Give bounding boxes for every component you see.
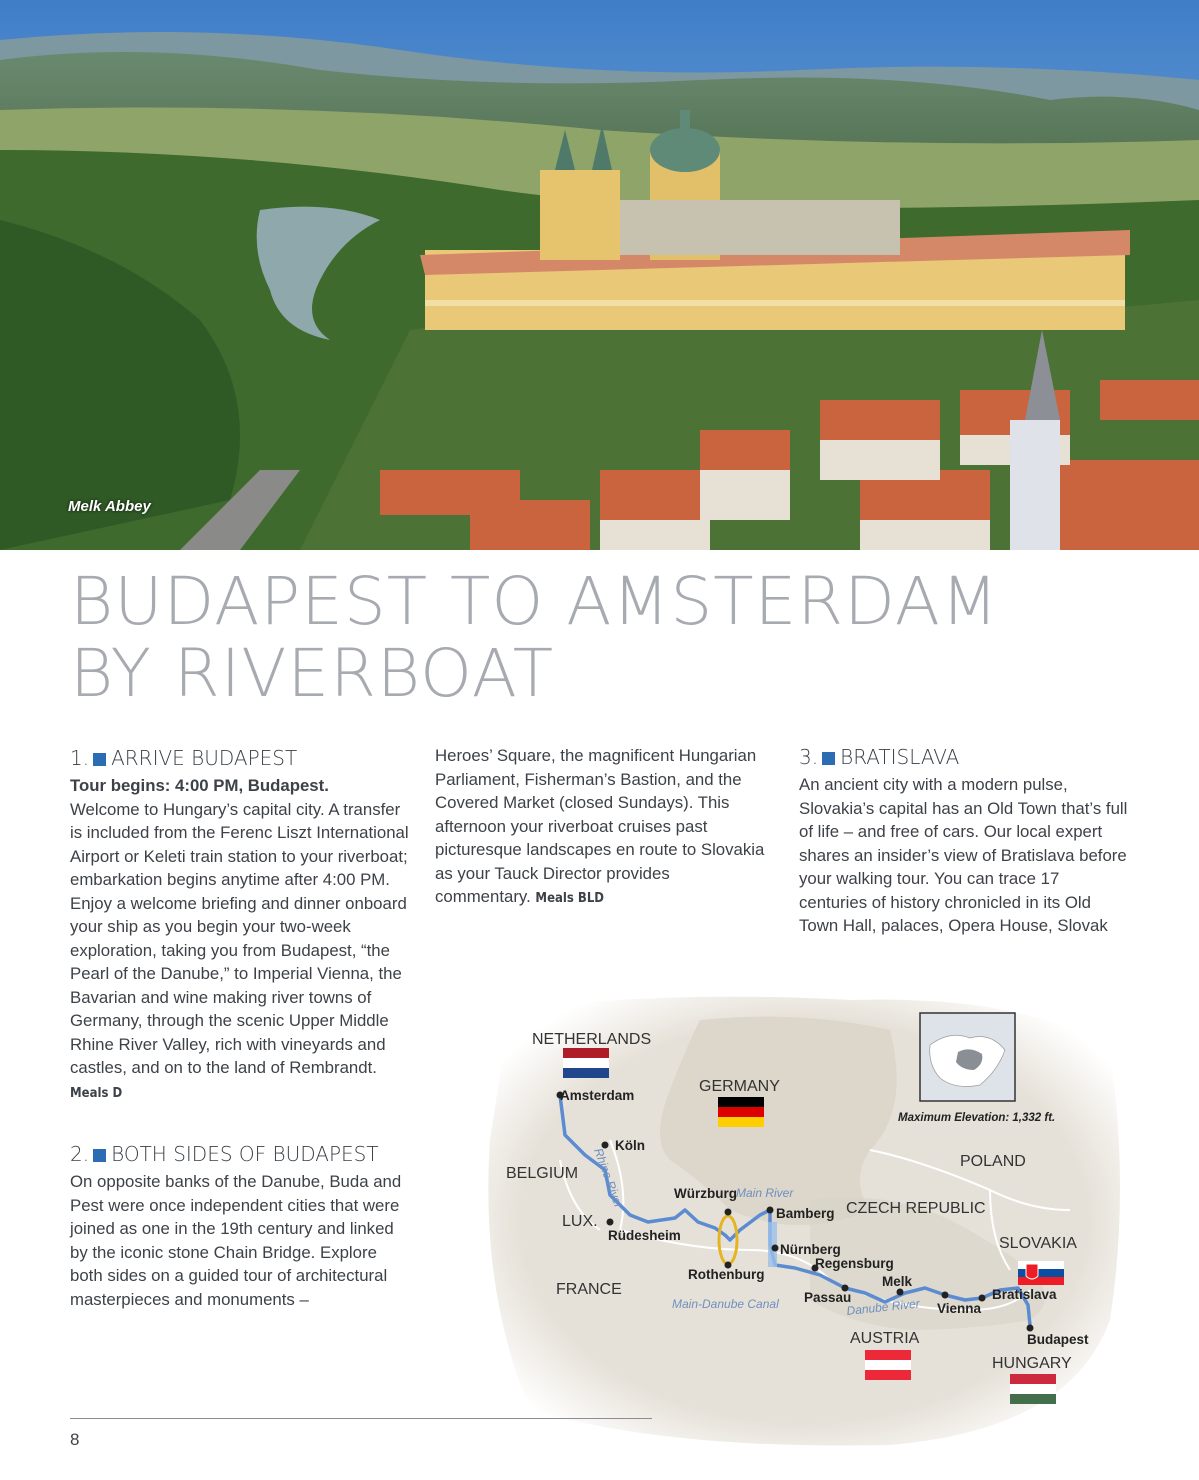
country-label: LUX. bbox=[562, 1213, 598, 1230]
city-label: Köln bbox=[615, 1138, 645, 1153]
blue-square-icon bbox=[822, 752, 835, 765]
section-title: BOTH SIDES OF BUDAPEST bbox=[111, 1142, 379, 1166]
section-title: BRATISLAVA bbox=[840, 745, 960, 769]
section-text: Heroes’ Square, the magnificent Hungarian Parliament, Fisherman’s Bastion, and the Covered Market (closed Sundays). This afternoon your riverboat cruises past picturesque landscapes en route to Slovakia as your Tauck Director provides commentary. bbox=[435, 746, 765, 906]
section-number: 1. bbox=[70, 746, 90, 770]
river-label: Danube River bbox=[845, 1296, 921, 1318]
section-number: 2. bbox=[70, 1142, 90, 1166]
elevation-note: Maximum Elevation: 1,332 ft. bbox=[898, 1112, 1056, 1124]
river-label: Main-Danube Canal bbox=[672, 1297, 779, 1311]
main-danube-canal bbox=[768, 1222, 777, 1267]
country-label: BELGIUM bbox=[506, 1165, 579, 1182]
river-label: Main River bbox=[736, 1186, 794, 1200]
title-line-1: BUDAPEST TO AMSTERDAM bbox=[70, 563, 999, 640]
country-label: POLAND bbox=[960, 1153, 1026, 1170]
city-label: Budapest bbox=[1027, 1332, 1089, 1347]
city-label: Vienna bbox=[937, 1301, 982, 1316]
city-label: Regensburg bbox=[815, 1256, 894, 1271]
city-label: Amsterdam bbox=[560, 1088, 635, 1103]
slovakia-flag-icon bbox=[1018, 1261, 1064, 1285]
city-label: Bratislava bbox=[992, 1287, 1057, 1302]
column-2 bbox=[435, 744, 765, 911]
section-title: ARRIVE BUDAPEST bbox=[111, 746, 298, 770]
section-text: Welcome to Hungary’s capital city. A transfer is included from the Ferenc Liszt International Airport or Keleti train station to your riverboat; embarkation begins anytime after 4:00 PM. Enjoy a welcome briefing and dinner onboard your ship as you begin your two-week exploration, taking you from Budapest, “the Pearl of the Danube,” to Imperial Vienna, the Bavarian and wine making river towns of Germany, through the scenic Upper Middle Rhine River Valley, rich with vineyards and castles, and on to the land of Rembrandt. bbox=[70, 799, 409, 1077]
hero-photo bbox=[0, 0, 1199, 550]
column-1 bbox=[70, 745, 410, 1311]
austria-flag-icon bbox=[865, 1350, 911, 1380]
city-label: Rothenburg bbox=[688, 1267, 765, 1282]
section-body-2: On opposite banks of the Danube, Buda and Pest were once independent cities that were joined as one in the 19th century and linked by the iconic stone Chain Bridge. Explore both sides on a guided tour of architectural masterpieces and monuments – bbox=[70, 1172, 402, 1309]
hungary-flag-icon bbox=[1010, 1374, 1056, 1404]
page-title bbox=[70, 563, 1150, 712]
section-heading-2 bbox=[70, 1141, 410, 1167]
blue-square-icon bbox=[93, 753, 106, 766]
route-map bbox=[470, 990, 1130, 1450]
city-label: Rüdesheim bbox=[608, 1228, 681, 1243]
section-heading-1 bbox=[70, 745, 410, 771]
footer-rule bbox=[70, 1418, 652, 1419]
photo-caption: Melk Abbey bbox=[68, 498, 151, 515]
section-body-2-continued bbox=[435, 744, 765, 911]
country-label: FRANCE bbox=[556, 1281, 622, 1298]
city-label: Würzburg bbox=[674, 1186, 737, 1201]
country-label: NETHERLANDS bbox=[532, 1031, 652, 1048]
section-heading-3 bbox=[799, 744, 1129, 770]
country-label: CZECH REPUBLIC bbox=[846, 1200, 986, 1217]
country-label: SLOVAKIA bbox=[999, 1235, 1077, 1252]
blue-square-icon bbox=[93, 1149, 106, 1162]
section-body-3: An ancient city with a modern pulse, Slovakia’s capital has an Old Town that’s full of life – and free of cars. Our local expert shares an insider’s view of Bratislava before your walking tour. You can trace 17 centuries of history chronicled in its Old Town Hall, palaces, Opera House, Slovak bbox=[799, 775, 1128, 935]
city-label: Bamberg bbox=[776, 1206, 835, 1221]
country-label: GERMANY bbox=[699, 1078, 780, 1095]
city-label: Melk bbox=[882, 1274, 913, 1289]
country-label: HUNGARY bbox=[992, 1355, 1072, 1372]
river-label: Rhine River bbox=[591, 1146, 626, 1210]
meals-label: Meals D bbox=[70, 1085, 123, 1101]
city-label: Passau bbox=[804, 1290, 852, 1305]
melk-abbey-photo bbox=[0, 0, 1199, 550]
meals-label: Meals BLD bbox=[535, 891, 605, 906]
netherlands-flag-icon bbox=[563, 1048, 609, 1078]
city-label: Nürnberg bbox=[780, 1242, 841, 1257]
country-label: AUSTRIA bbox=[850, 1330, 920, 1347]
page-number: 8 bbox=[70, 1430, 80, 1449]
germany-flag-icon bbox=[718, 1097, 764, 1127]
tour-begins-lead: Tour begins: 4:00 PM, Budapest. bbox=[70, 776, 329, 795]
column-3 bbox=[799, 744, 1129, 938]
route-map-svg bbox=[470, 990, 1130, 1450]
section-number: 3. bbox=[799, 745, 819, 769]
title-line-2: BY RIVERBOAT bbox=[70, 635, 555, 712]
section-body-1 bbox=[70, 774, 410, 1105]
